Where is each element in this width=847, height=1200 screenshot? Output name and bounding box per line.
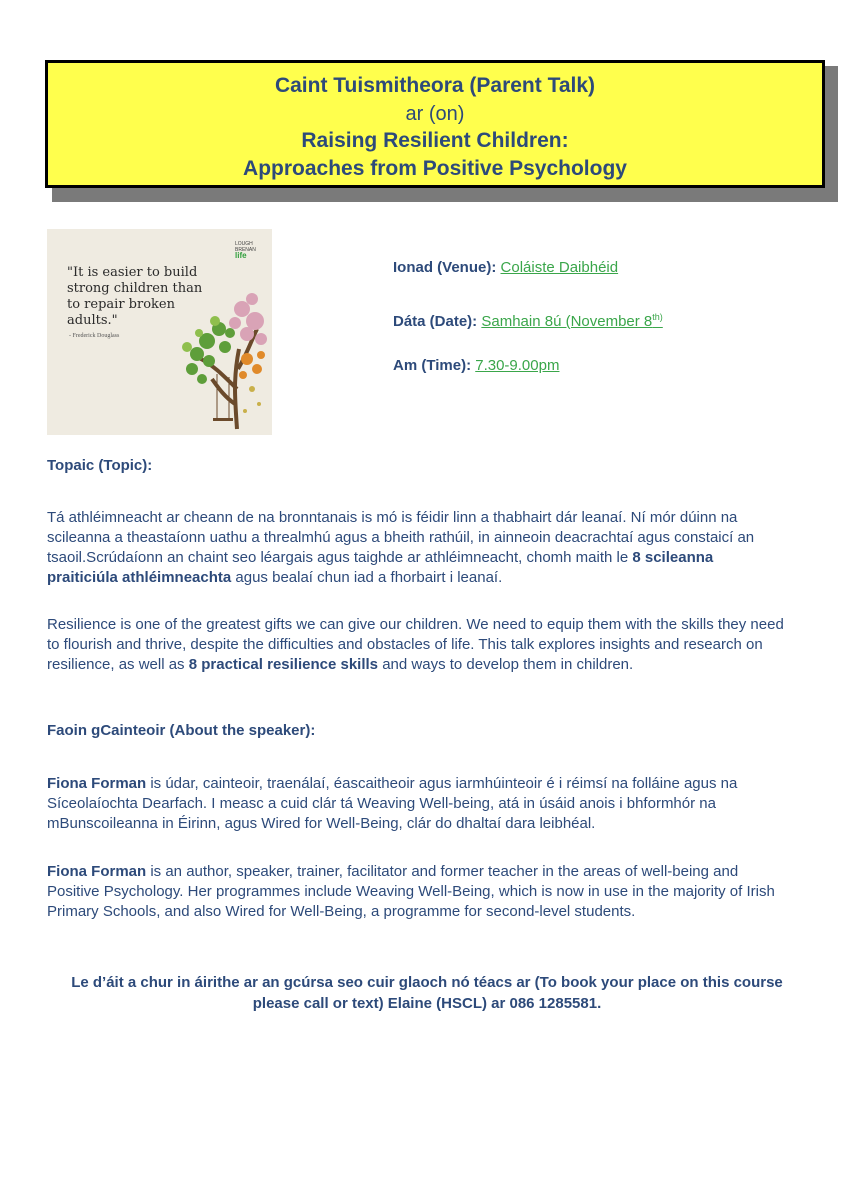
speaker-heading: Faoin gCainteoir (About the speaker): xyxy=(47,722,316,739)
topic-english-paragraph: Resilience is one of the greatest gifts we can give our children. We need to equip them with the skills they need to flourish and thrive, despite the difficulties and obstacles of life. This talk explores insights and research on resilience, as well as 8 practical resilience skills and ways to develop them in children. xyxy=(47,616,784,673)
life-logo: LOUGH BRENAN life xyxy=(235,241,256,260)
quote-text: "It is easier to build strong children than to repair broken adults." xyxy=(67,265,203,328)
banner-connector: ar (on) xyxy=(405,103,465,125)
event-details xyxy=(393,256,663,403)
speaker-irish-paragraph: Fiona Forman is údar, cainteoir, traenálaí, éascaitheoir agus iarmhúinteoir é i réimsí na folláine agus na Síceolaíochta Dearfach. I measc a cuid clár tá Weaving Well-being, atá in úsáid anois i bhformhór na mBunscoileanna in Éirinn, agus Wired for Well-Being, clár do dhaltaí dara leibhéal. xyxy=(47,775,738,832)
time-label: Am (Time): xyxy=(393,357,472,374)
date-link[interactable]: Samhain 8ú (November $8^{th)}$ xyxy=(481,312,663,330)
time-row xyxy=(393,354,663,403)
banner-subtitle-2: Approaches from Positive Psychology xyxy=(243,157,627,180)
banner-title: Caint Tuismitheora (Parent Talk) xyxy=(274,74,596,97)
quote-image xyxy=(47,229,272,435)
date-row xyxy=(393,305,663,354)
venue-row xyxy=(393,256,663,305)
venue-label: Ionad (Venue): xyxy=(393,259,497,276)
booking-info: Le d’áit a chur in áirithe ar an gcúrsa seo cuir glaoch nó téacs ar (To book your place on this course please call or text) Elaine (HSCL) ar 086 1285581. xyxy=(71,974,783,1012)
speaker-english-paragraph: Fiona Forman is an author, speaker, trainer, facilitator and former teacher in the areas of well-being and Positive Psychology. Her programmes include Weaving Well-Being, which is now in use in the majority of Irish Primary Schools, and also Wired for Well-Being, a programme for second-level students. xyxy=(47,863,775,920)
topic-irish-paragraph: Tá athléimneacht ar cheann de na bronntanais is mó is féidir linn a thabhairt dár leanaí. Ní mór dúinn na scileanna a theastaíonn uathu a threalmhú agus a bheith rathúil, in ainneoin deacrachtaí agus constaicí an tsaoil.Scrúdaíonn an chaint seo léargais agus taighde ar athléimneacht, chomh maith le 8 scileanna praiticiúla athléimneachta agus bealaí chun iad a fhorbairt i leanaí. xyxy=(47,509,755,586)
time-link[interactable]: 7.30-9.00pm xyxy=(475,357,560,374)
topic-heading: Topaic (Topic): xyxy=(47,457,153,474)
banner-subtitle-1: Raising Resilient Children: xyxy=(301,129,569,152)
venue-link[interactable]: Coláiste Daibhéid xyxy=(500,259,619,276)
title-banner xyxy=(45,60,825,188)
quote-attribution: - Frederick Douglass xyxy=(69,333,120,339)
date-label: Dáta (Date): xyxy=(393,313,478,330)
